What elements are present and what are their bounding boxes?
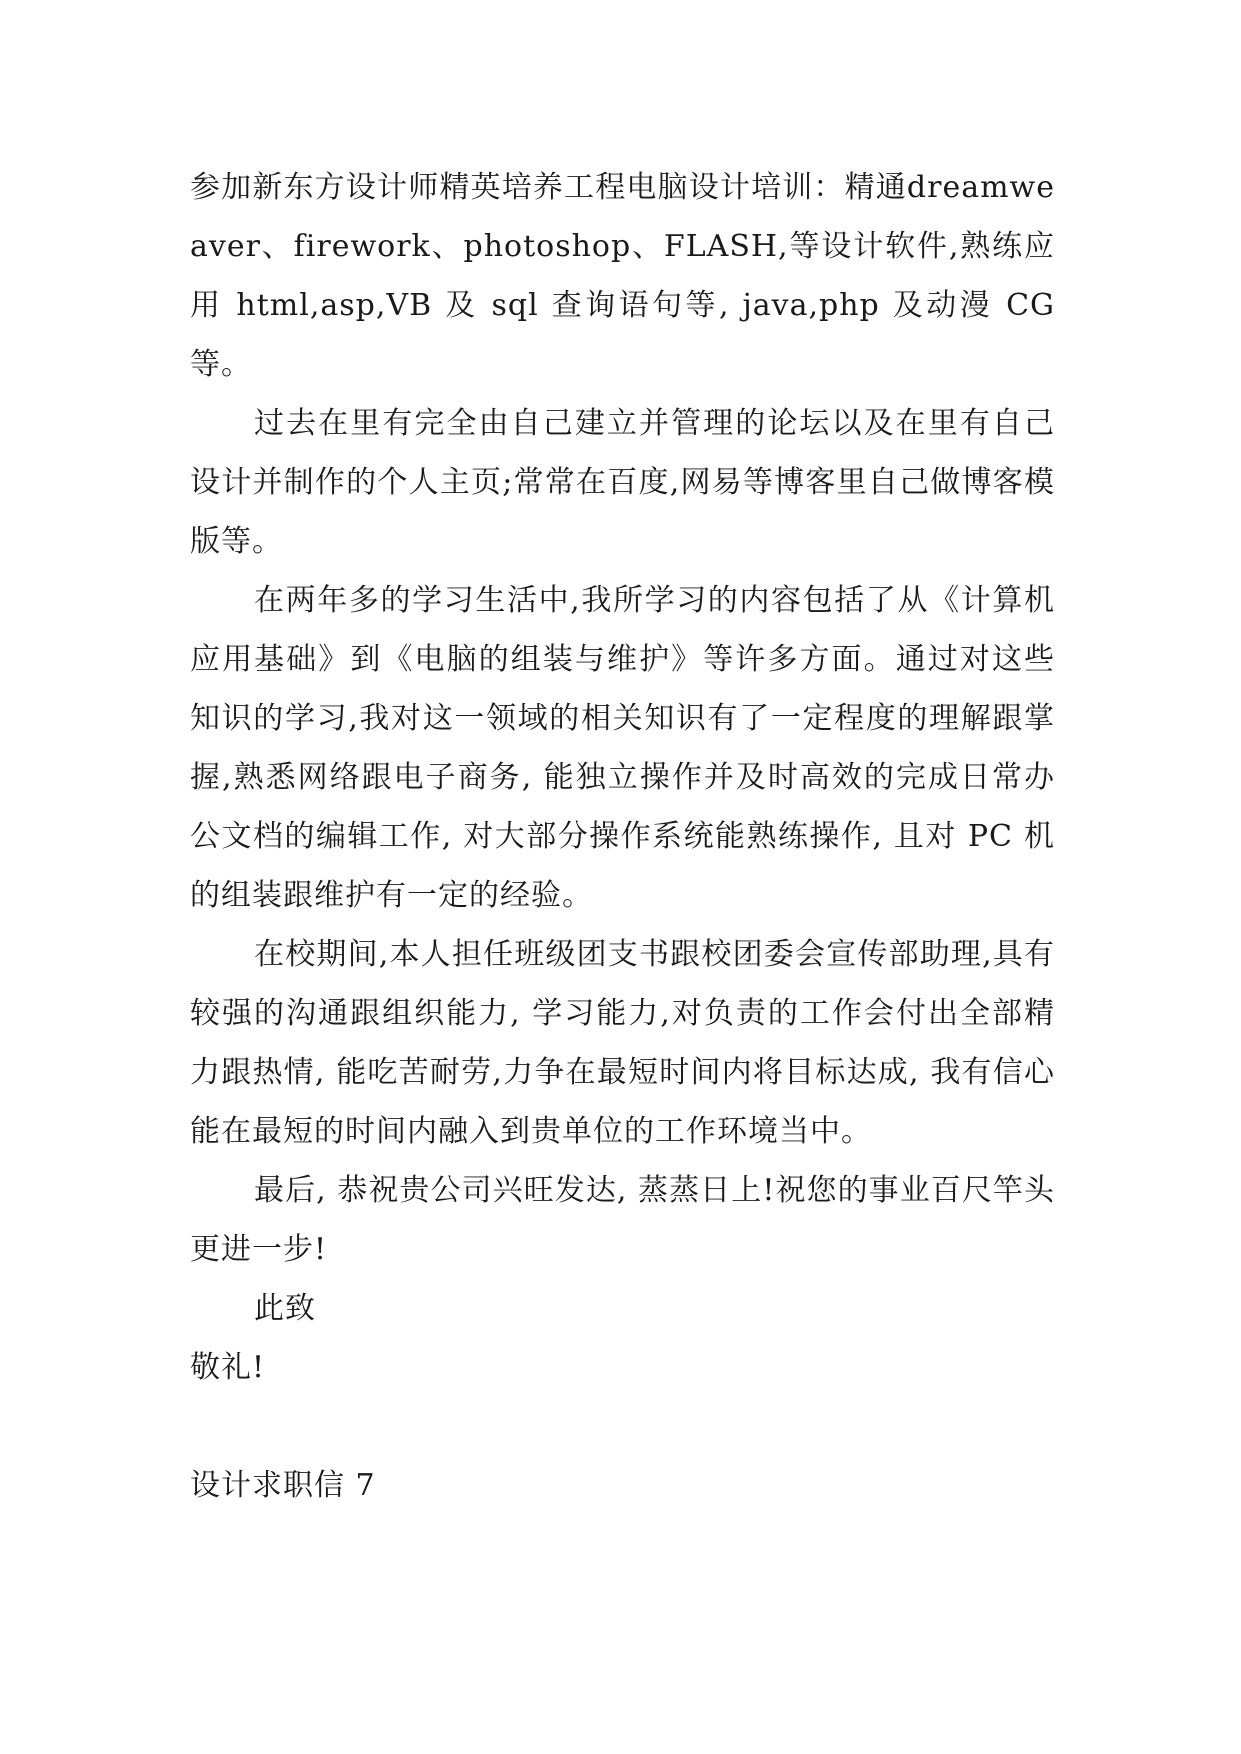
letter-body bbox=[190, 158, 1055, 1515]
next-section-title: 设计求职信 7 bbox=[190, 1468, 376, 1503]
blank-line bbox=[190, 1397, 1055, 1456]
closing-regards: 敬礼! bbox=[190, 1350, 266, 1385]
paragraph-training: 参加新东方设计师精英培养工程电脑设计培训：精通dreamweaver、firework、photoshop、FLASH,等设计软件,熟练应用 html,asp,VB 及 sql 查询语句等, java,php 及动漫 CG 等。 bbox=[190, 170, 1055, 382]
paragraph-forum-experience: 过去在里有完全由自己建立并管理的论坛以及在里有自己设计并制作的个人主页;常常在百度,网易等博客里自己做博客模版等。 bbox=[190, 406, 1055, 559]
closing-salutation: 此致 bbox=[254, 1291, 316, 1326]
paragraph-wishes: 最后, 恭祝贵公司兴旺发达, 蒸蒸日上!祝您的事业百尺竿头更进一步! bbox=[190, 1173, 1055, 1267]
paragraph-school-roles: 在校期间,本人担任班级团支书跟校团委会宣传部助理,具有较强的沟通跟组织能力, 学习能力,对负责的工作会付出全部精力跟热情, 能吃苦耐劳,力争在最短时间内将目标达成, 我有信心能在最短的时间内融入到贵单位的工作环境当中。 bbox=[190, 937, 1055, 1149]
paragraph-study-content: 在两年多的学习生活中,我所学习的内容包括了从《计算机应用基础》到《电脑的组装与维护》等许多方面。通过对这些知识的学习,我对这一领域的相关知识有了一定程度的理解跟掌握,熟悉网络跟电子商务, 能独立操作并及时高效的完成日常办公文档的编辑工作, 对大部分操作系统能熟练操作, 且对 PC 机的组装跟维护有一定的经验。 bbox=[190, 583, 1055, 913]
